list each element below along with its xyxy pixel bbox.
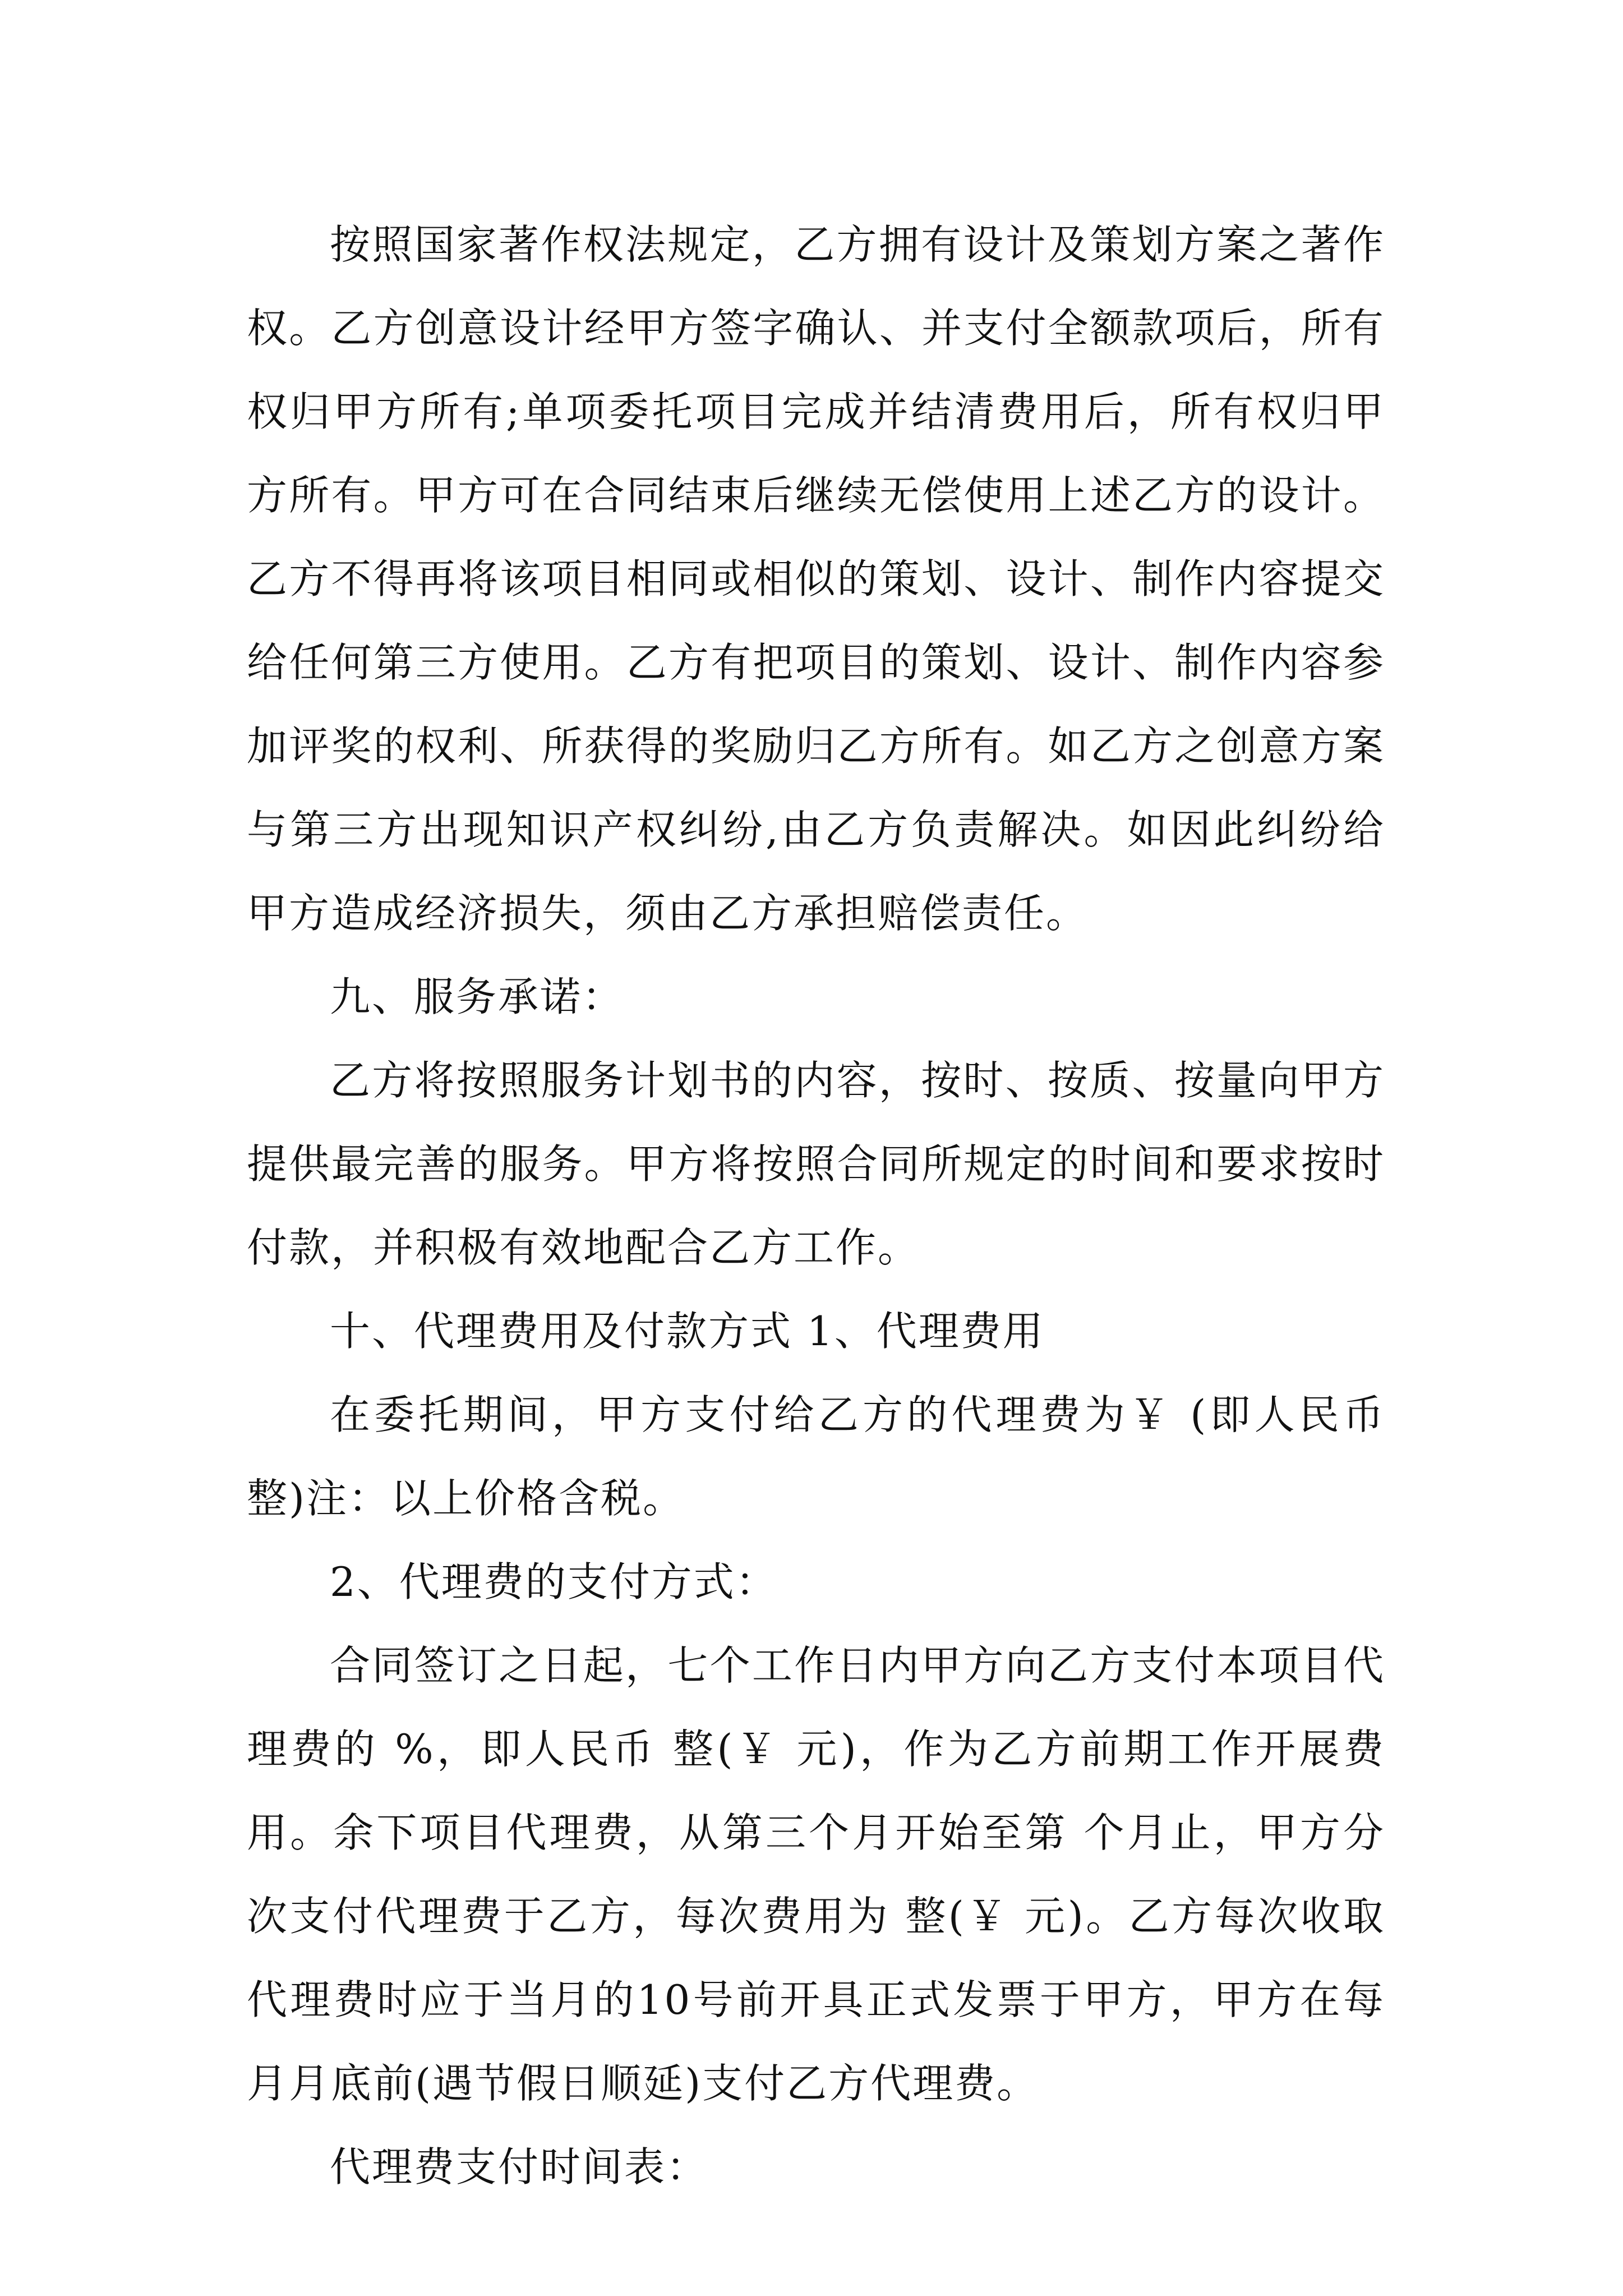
heading-service-commitment: 九、服务承诺： — [330, 973, 625, 1020]
paragraph-copyright: 按照国家著作权法规定，乙方拥有设计及策划方案之著作权。乙方创意设计经甲方签字确认、并支付全额款项后，所有权归甲方所有;单项委托项目完成并结清费用后，所有权归甲方所有。甲方可在合同结束后继续无偿使用上述乙方的设计。乙方不得再将该项目相同或相似的策划、设计、制作内容提交给任何第三方使用。乙方有把项目的策划、设计、制作内容参加评奖的权利、所获得的奖励归乙方所有。如乙方之创意方案与第三方出现知识产权纠纷,由乙方负责解决。如因此纠纷给甲方造成经济损失，须由乙方承担赔偿责任。 — [247, 221, 1385, 937]
heading-agency-fee: 十、代理费用及付款方式 1、代理费用 — [330, 1308, 1045, 1355]
paragraph-payment-method: 合同签订之日起，七个工作日内甲方向乙方支付本项目代理费的 %，即人民币 整(￥ 元)，作为乙方前期工作开展费用。余下项目代理费，从第三个月开始至第 个月止，甲方分 次支付代理费于乙方，每次费用为 整(￥ 元)。乙方每次收取代理费时应于当月的10号前开具正式发票于甲方，甲方在每月月底前(遇节假日顺延)支付乙方代理费。 — [247, 1642, 1385, 2107]
paragraph-service-commitment: 乙方将按照服务计划书的内容，按时、按质、按量向甲方提供最完善的服务。甲方将按照合同所规定的时间和要求按时付款，并积极有效地配合乙方工作。 — [247, 1057, 1385, 1271]
paragraph-agency-fee-amount: 在委托期间，甲方支付给乙方的代理费为￥ (即人民币整)注：以上价格含税。 — [247, 1391, 1385, 1522]
document-body — [247, 203, 1385, 2209]
heading-payment-schedule: 代理费支付时间表： — [330, 2143, 709, 2191]
heading-payment-method: 2、代理费的支付方式： — [330, 1558, 778, 1605]
